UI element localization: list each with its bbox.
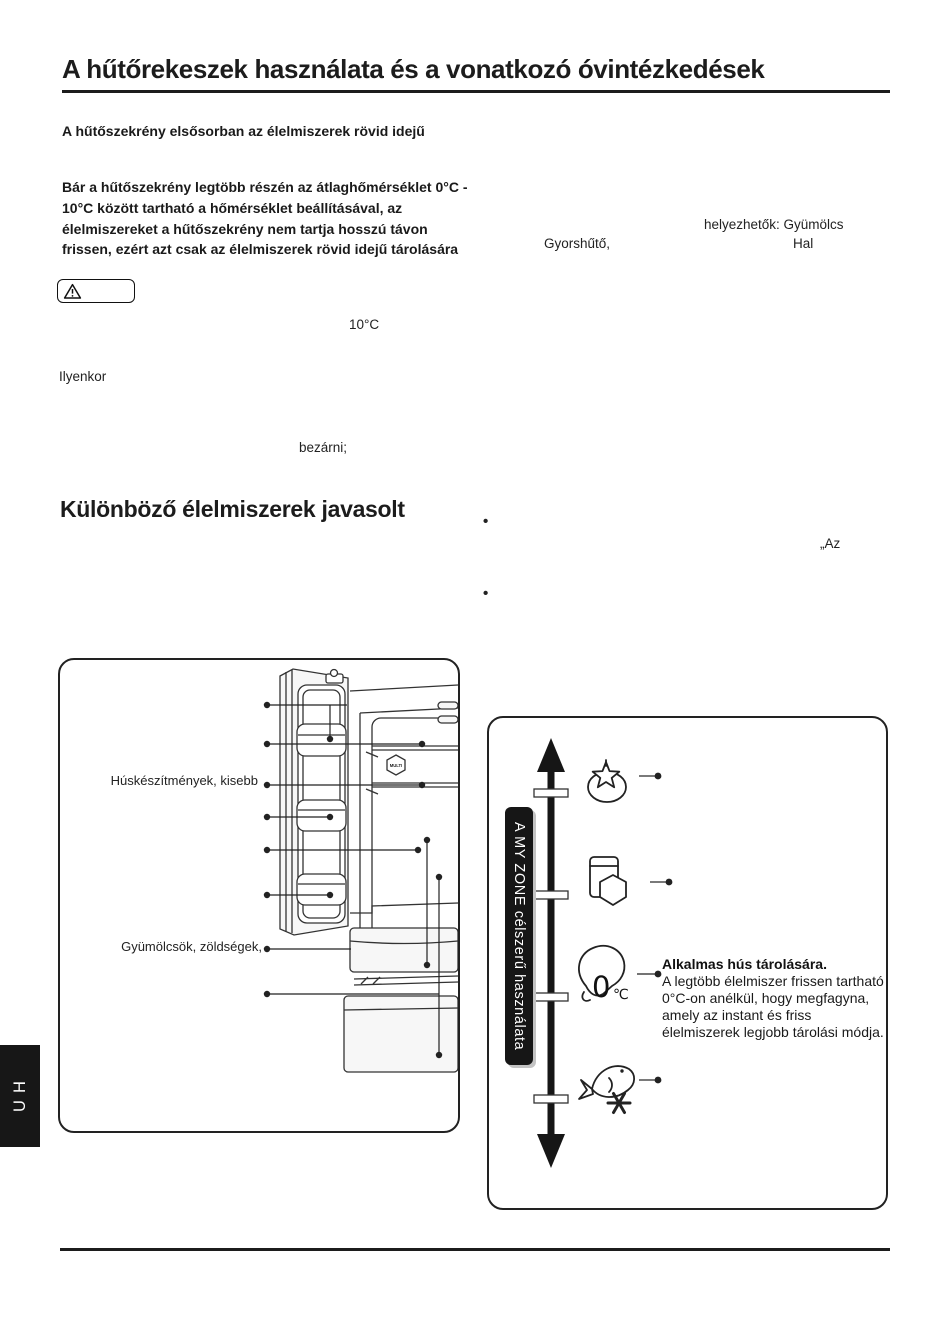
intro-paragraph: Bár a hűtőszekrény legtöbb részén az átlaghőmérséklet 0°C - 10°C között tartható a hőmérséklet beállításával, az élelmiszereket a hűtőszekrény nem tartja hosszú távon frissen, ezért azt csak az élelmiszerek rövid idejű tárolására	[62, 179, 468, 258]
meat-callout	[637, 971, 661, 978]
fridge-drawers	[344, 903, 458, 1072]
myzone-note-body: A legtöbb élelmiszer frissen tartható 0°C-on anélkül, hogy megfagyna, amely az instant és friss élelmiszerek legjobb tárolási módja.	[662, 973, 884, 1040]
language-tab-letter-u: U	[10, 1099, 29, 1112]
text-fragment-az: „Az	[820, 536, 841, 551]
temperature-axis-arrow	[534, 738, 568, 1168]
fish-callout	[639, 1077, 661, 1084]
bullet-point: •	[483, 585, 489, 602]
bullet-point: •	[483, 513, 489, 530]
multi-badge	[387, 755, 405, 775]
label-drawer: Gyümölcsök, zöldségek,	[121, 939, 262, 954]
tomato-icon	[588, 760, 626, 802]
text-fragment-gyorshuto: Gyorshűtő,	[544, 236, 611, 251]
language-tab	[0, 1045, 40, 1147]
text-fragment-ilyenkor: Ilyenkor	[59, 369, 107, 384]
myzone-vertical-label-text: A MY ZONE célszerű használata	[511, 821, 527, 1051]
text-fragment-bezarni: bezárni;	[299, 440, 348, 455]
label-door-shelves: Húskészítmények, kisebb	[110, 773, 258, 788]
multi-badge-text: MULTI	[389, 763, 403, 768]
text-fragment-hal: Hal	[793, 236, 814, 251]
myzone-vertical-label	[505, 807, 533, 1065]
text-fragment-helyezhetok: helyezhetők: Gyümölcs	[704, 217, 844, 232]
myzone-note	[662, 956, 884, 1041]
warning-triangle-icon	[63, 283, 82, 300]
drink-icon	[590, 857, 626, 905]
drink-callout	[650, 879, 672, 886]
fridge-line-drawing	[60, 660, 458, 1131]
text-fragment-temperature: 10°C	[349, 317, 380, 332]
fish-icon	[579, 1066, 634, 1112]
footer-rule	[60, 1248, 890, 1251]
section-heading: Különböző élelmiszerek javasolt	[60, 496, 405, 522]
title-rule	[62, 90, 890, 93]
intro-lead: A hűtőszekrény elsősorban az élelmiszerek rövid idejű	[62, 123, 425, 139]
meat-temp-value: 0	[592, 970, 611, 1004]
warning-box	[57, 279, 135, 303]
meat-temp-unit: ℃	[613, 987, 629, 1003]
fridge-diagram-panel	[58, 658, 460, 1133]
page-title: A hűtőrekeszek használata és a vonatkozó óvintézkedések	[62, 54, 765, 84]
meat-icon	[579, 946, 629, 1004]
tomato-callout	[639, 773, 661, 780]
myzone-note-title: Alkalmas hús tárolására.	[662, 956, 827, 972]
language-tab-letter-h: H	[10, 1080, 29, 1093]
